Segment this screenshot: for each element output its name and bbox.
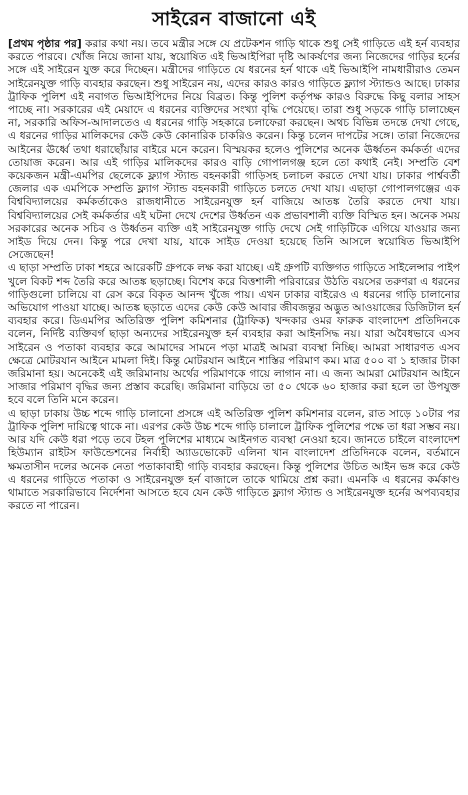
continued-from-front-page-label: [প্রথম পৃষ্ঠার পর] bbox=[8, 38, 82, 50]
article-body bbox=[8, 38, 460, 513]
paragraph-3: এ ছাড়া ঢাকায় উচ্চ শব্দে গাড়ি চালানো প্রসঙ্গে এই অতিরিক্ত পুলিশ কমিশনার বলেন, রাত সাড়ে ১০টার পর ট্রাফিক পুলিশ দায়িত্বে থাকে না। এরপর কেউ উচ্চ শব্দে গাড়ি চালালে ট্রাফিক পুলিশের পক্ষে তা ধরা সম্ভব নয়। আর যদি কেউ ধরা পড়ে তবে টহল পুলিশের মাধ্যমে আইনগত ব্যবস্থা নেওয়া হবে। জানতে চাইলে বাংলাদেশ হিউম্যান রাইটস ফাউন্ডেশনের নির্বাহী অ্যাডভোকেট এলিনা খান বাংলাদেশ প্রতিদিনকে বলেন, বর্তমানে ক্ষমতাসীন দলের অনেক নেতা পতাকাবাহী গাড়ি ব্যবহার করছেন। কিন্তু পুলিশের উচিত আইন ভঙ্গ করে কেউ এ ধরনের গাড়িতে পতাকা ও সাইরেনযুক্ত হর্ন বাজালে তাকে থামিয়ে প্রশ্ন করা। এমনকি এ ধরনের কর্মকাণ্ড থামাতে সরকারিভাবে নির্দেশনা আসতে হবে যেন কেউ গাড়িতে ফ্ল্যাগ স্ট্যান্ড ও সাইরেনযুক্ত হর্নের অপব্যবহার করতে না পারেন। bbox=[8, 407, 460, 513]
headline: সাইরেন বাজানো এই bbox=[152, 8, 316, 30]
paragraph-1-text: করার কথা নয়। তবে মন্ত্রীর সঙ্গে যে প্রটেকশন গাড়ি থাকে শুধু সেই গাড়িতে এই হর্ন ব্যবহার করতে পারবে। খোঁজ নিয়ে জানা যায়, স্বয়োষিত এই ভিআইপিরা দৃষ্টি আকর্ষণের জন্য নিজেদের গাড়ির হর্নের সঙ্গে এই সাইরেন যুক্ত করে দিচ্ছেন। মন্ত্রীদের গাড়িতে যে ধরনের হর্ন থাকে এই ভিআইপি নামধারীরাও তেমন সাইরেনযুক্ত গাড়ি ব্যবহার করছেন। শুধু সাইরেন নয়, এদের কারও কারও গাড়িতে ফ্ল্যাগ স্ট্যান্ডও আছে। ঢাকার ট্রাফিক পুলিশ এই নবাগত ভিআইপিদের নিয়ে বিব্রত। কিন্তু পুলিশ কর্তৃপক্ষ কারও বিরুদ্ধে কিছু বলার সাহস পাচ্ছে না। সরকারের এই মেয়াদে এ ধরনের ব্যক্তিদের সংখ্যা বৃদ্ধি পেয়েছে। তারা শুধু সড়কে গাড়ি চালাচ্ছেন না, সরকারি অফিস-আদালতেও এ ধরনের গাড়ি সহকারে চলাফেরা করছেন। অথচ বিভিন্ন তদন্তে দেখা গেছে, এ ধরনের গাড়ির মালিকদের কেউ কেউ কোনারিক চাকরিও করেন। কিন্তু চলেন দাপটের সঙ্গে। তারা নিজেদের আইনের ঊর্ধ্বে তথা ধরাছোঁয়ার বাইরে মনে করেন। বিস্ময়কর হলেও পুলিশের অনেক ঊর্ধ্বতন কর্মকর্তা এদের তোয়াজ করেন। আর এই গাড়ির মালিকদের কারও বাড়ি গোপালগঞ্জ হলে তো কথাই নেই। সম্প্রতি বেশ কয়েকজন মন্ত্রী-এমপির ছেলেকে ফ্ল্যাগ স্ট্যান্ড বহনকারী গাড়িসহ চলাচল করতে দেখা যায়। ঢাকার পার্শ্ববর্তী জেলার এক এমপিকে সম্প্রতি ফ্ল্যাগ স্ট্যান্ড বহনকারী গাড়িতে চলতে দেখা যায়। এছাড়া গোপালগঞ্জের এক বিশ্ববিদ্যালয়ের কর্মকর্তাকেও রাজধানীতে সাইরেনযুক্ত হর্ন বাজিয়ে আতঙ্ক তৈরি করতে দেখা যায়। বিশ্ববিদ্যালয়ের সেই কর্মকর্তার এই ঘটনা দেখে দেশের উর্ধ্বতন এক প্রভাবশালী ব্যক্তি বিস্মিত হন। অনেক সময় সরকারের অনেক সচিব ও উর্ধ্বতন ব্যক্তি এই সাইরেনযুক্ত গাড়ি দেখে সেই গাড়িটিকে এগিয়ে যাওয়ার জন্য সাইড দিয়ে দেন। কিন্তু পরে দেখা যায়, যাকে সাইড দেওয়া হয়েছে তিনি আসলে স্বয়োষিত ভিআইপি সেজেছেন! bbox=[8, 38, 460, 262]
paragraph-2: এ ছাড়া সম্প্রতি ঢাকা শহরে আরেকটি গ্রুপকে লক্ষ করা যাচ্ছে। এই গ্রুপটি ব্যক্তিগত গাড়িতে সাইলেন্সার পাইপ খুলে বিকট শব্দ তৈরি করে আতঙ্ক ছড়াচ্ছে। বিশেষ করে বিত্তশালী পরিবারের উঠতি বয়সের তরুণরা এ ধরনের গাড়িগুলো চালিয়ে বা রেস করে বিকৃত আনন্দ খুঁজে পায়। এখন ঢাকার বাইরেও এ ধরনের গাড়ি চালানোর অভিযোগ পাওয়া যাচ্ছে। আতঙ্ক ছড়াতে এদের কেউ কেউ আবার জীবজন্তুর অদ্ভুত আওয়াজের ডিজিটাল হর্ন ব্যবহার করে। ডিএমপির অতিরিক্ত পুলিশ কমিশনার (ট্রাফিক) খন্দকার ওমর ফারুক বাংলাদেশ প্রতিদিনকে বলেন, নির্দিষ্ট ব্যক্তিবর্গ ছাড়া অন্যদের সাইরেনযুক্ত হর্ন ব্যবহার করা আইনসিদ্ধ নয়। যারা অবৈধভাবে এসব সাইরেন ও পতাকা ব্যবহার করে আমাদের সামনে পড়া মাত্রই আমরা ব্যবস্থা নিচ্ছি। আমরা সাধারণত এসব ক্ষেত্রে মোটরযান আইনে মামলা দিই। কিন্তু মোটরযান আইনে শাস্তির পরিমাণ কম। মাত্র ৫০০ বা ১ হাজার টাকা জরিমানা হয়। অনেকেই এই জরিমানায় অর্থের পরিমাণকে গায়ে লাগান না। এ জন্য আমরা মোটরযান আইনে সাজার পরিমাণ বৃদ্ধির জন্য প্রস্তাব করেছি। জরিমানা বাড়িয়ে তা ৫০ থেকে ৬০ হাজার করা হলে তা উপযুক্ত হবে বলে তিনি মনে করেন। bbox=[8, 262, 461, 407]
paragraph-1 bbox=[8, 38, 460, 262]
